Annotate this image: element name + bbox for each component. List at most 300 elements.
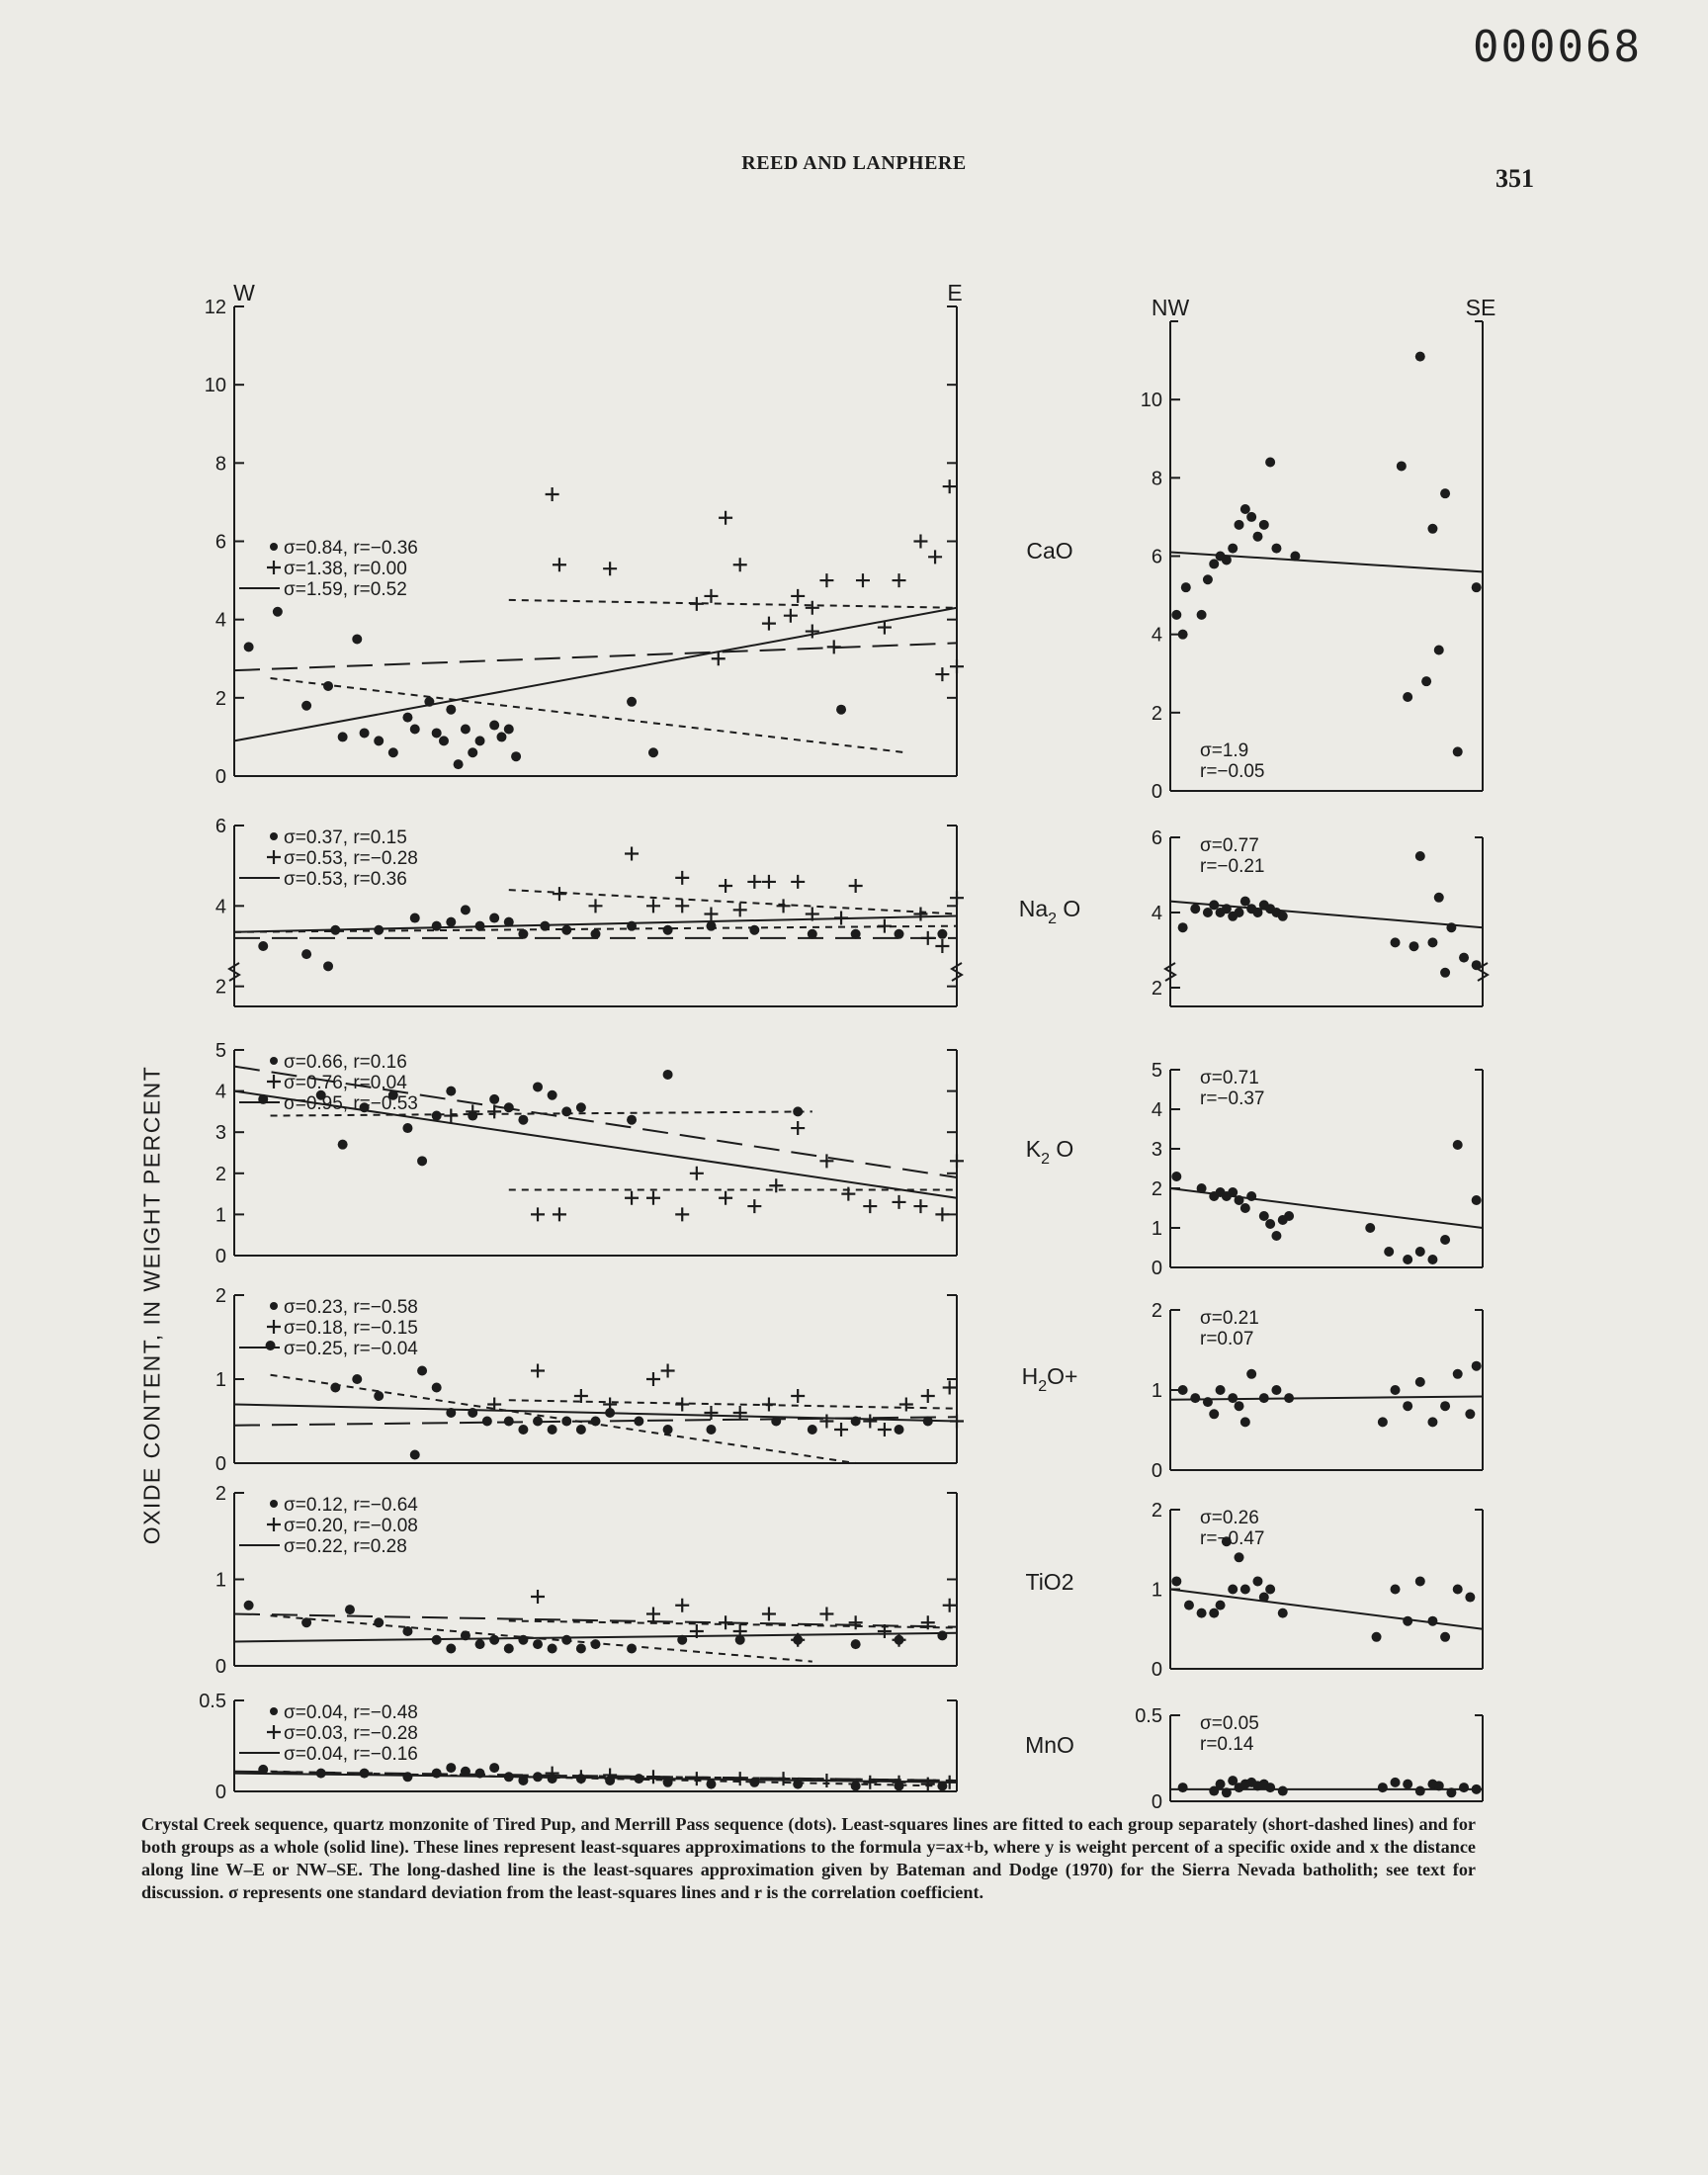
data-point-cross <box>762 875 776 889</box>
data-point-cross <box>625 846 639 860</box>
data-point-dot <box>446 705 456 715</box>
data-point-dot <box>1403 1780 1412 1789</box>
data-point-dot <box>468 747 477 757</box>
data-point-dot <box>417 1366 427 1376</box>
data-point-dot <box>402 713 412 723</box>
data-point-cross <box>913 1199 927 1213</box>
left-panel-k2o <box>215 1040 964 1267</box>
data-point-dot <box>1465 1593 1475 1603</box>
data-point-dot <box>1190 904 1200 914</box>
y-tick-label: 0.5 <box>1135 1705 1162 1727</box>
y-tick-label: 0 <box>214 766 226 788</box>
data-point-dot <box>851 929 861 939</box>
data-point-dot <box>432 921 442 931</box>
fit-line-short-dash-dots <box>271 678 906 752</box>
data-point-dot <box>706 1425 716 1435</box>
y-tick-label: 0 <box>1151 1791 1162 1813</box>
data-point-dot <box>1246 512 1256 522</box>
data-point-dot <box>518 929 528 939</box>
data-point-cross <box>928 550 942 564</box>
direction-label-end: SE <box>1465 295 1496 320</box>
data-point-dot <box>634 1774 643 1784</box>
data-point-dot <box>627 697 637 707</box>
data-point-dot <box>1427 1616 1437 1626</box>
legend-dot-marker <box>270 1302 278 1310</box>
data-point-dot <box>1472 960 1482 970</box>
data-point-dot <box>1378 1417 1388 1427</box>
y-tick-label: 2 <box>1151 978 1162 1000</box>
data-point-cross <box>646 1372 660 1386</box>
data-point-dot <box>1391 1585 1401 1595</box>
data-point-dot <box>771 1417 781 1427</box>
data-point-dot <box>1259 1211 1269 1221</box>
data-point-cross <box>675 1398 689 1412</box>
data-point-dot <box>548 1425 557 1435</box>
data-point-dot <box>591 1639 601 1649</box>
data-point-dot <box>1209 1609 1219 1618</box>
data-point-cross <box>791 1389 805 1403</box>
direction-label-end: E <box>947 280 963 305</box>
data-point-dot <box>548 1644 557 1654</box>
data-point-dot <box>1415 851 1425 861</box>
legend-cross-marker <box>267 1320 281 1334</box>
y-tick-label: 10 <box>204 375 226 397</box>
data-point-cross <box>690 1772 704 1785</box>
data-point-dot <box>851 1639 861 1649</box>
y-tick-label: 8 <box>1151 468 1162 490</box>
data-point-dot <box>540 921 550 931</box>
data-point-dot <box>1459 953 1469 963</box>
y-tick-label: 8 <box>214 453 226 476</box>
legend-dot-marker <box>270 1707 278 1715</box>
fit-line-short-dash-crosses <box>509 1621 957 1628</box>
stat-label: σ=0.84, r=−0.36 <box>284 538 418 559</box>
data-point-cross <box>834 912 848 925</box>
y-tick-label: 4 <box>214 896 226 918</box>
legend-dot-marker <box>270 1057 278 1065</box>
data-point-dot <box>461 905 470 914</box>
data-point-dot <box>518 1115 528 1125</box>
data-point-dot <box>591 929 601 939</box>
data-point-cross <box>784 609 798 623</box>
data-point-dot <box>1240 1417 1250 1427</box>
data-point-cross <box>935 939 949 953</box>
data-point-cross <box>935 1207 949 1221</box>
data-point-cross <box>646 1770 660 1784</box>
y-axis-label: OXIDE CONTENT, IN WEIGHT PERCENT <box>138 1065 165 1545</box>
data-point-dot <box>561 1106 571 1116</box>
data-point-dot <box>533 1417 543 1427</box>
data-point-dot <box>1235 520 1244 530</box>
data-point-cross <box>704 907 718 920</box>
data-point-dot <box>1240 504 1250 514</box>
data-point-cross <box>444 1109 458 1123</box>
y-tick-label: 10 <box>1140 390 1162 412</box>
data-point-dot <box>1372 1632 1382 1642</box>
data-point-dot <box>1397 461 1407 471</box>
data-point-cross <box>553 887 566 901</box>
data-point-dot <box>446 1644 456 1654</box>
data-point-cross <box>893 573 906 587</box>
data-point-dot <box>446 917 456 927</box>
data-point-dot <box>1209 559 1219 568</box>
data-point-dot <box>1228 1187 1238 1197</box>
left-panel-mno <box>199 1691 957 1803</box>
y-tick-label: 2 <box>214 1483 226 1505</box>
legend-cross-marker <box>267 1075 281 1088</box>
data-point-cross <box>690 597 704 611</box>
left-panel-cao <box>205 280 964 788</box>
data-point-cross <box>675 1599 689 1612</box>
data-point-dot <box>330 925 340 935</box>
stat-label: σ=0.04, r=−0.48 <box>284 1702 418 1723</box>
data-point-dot <box>793 1106 803 1116</box>
data-point-dot <box>836 705 846 715</box>
stat-label: σ=0.76, r=0.04 <box>284 1073 407 1093</box>
data-point-dot <box>1235 1401 1244 1411</box>
stat-label: σ=0.03, r=−0.28 <box>284 1723 418 1744</box>
stat-label: σ=0.26 <box>1200 1508 1259 1528</box>
y-tick-label: 0 <box>214 1453 226 1475</box>
right-panel-tio2 <box>1152 1500 1483 1681</box>
data-point-dot <box>677 1635 687 1645</box>
data-point-dot <box>851 1417 861 1427</box>
data-point-dot <box>1235 1195 1244 1205</box>
data-point-dot <box>475 921 485 931</box>
data-point-dot <box>576 1102 586 1112</box>
data-point-dot <box>338 732 348 741</box>
data-point-dot <box>663 925 673 935</box>
data-point-dot <box>1415 1247 1425 1257</box>
data-point-dot <box>808 929 817 939</box>
data-point-cross <box>719 879 732 893</box>
axis-break-left <box>229 963 239 981</box>
data-point-dot <box>1271 1231 1281 1241</box>
data-point-dot <box>533 1772 543 1782</box>
right-panel-na2o <box>1152 827 1488 1006</box>
data-point-dot <box>648 747 658 757</box>
data-point-dot <box>1415 1377 1425 1387</box>
data-point-dot <box>1403 1255 1412 1264</box>
data-point-cross <box>819 1415 833 1429</box>
data-point-dot <box>1427 1417 1437 1427</box>
data-point-dot <box>402 1626 412 1636</box>
data-point-dot <box>1421 676 1431 686</box>
fit-line-solid <box>1170 1396 1483 1399</box>
y-tick-label: 1 <box>1151 1579 1162 1602</box>
data-point-cross <box>913 535 927 549</box>
data-point-dot <box>663 1425 673 1435</box>
data-point-cross <box>878 1423 892 1436</box>
data-point-dot <box>504 1644 514 1654</box>
data-point-cross <box>863 1199 877 1213</box>
data-point-dot <box>895 929 904 939</box>
data-point-dot <box>489 914 499 923</box>
y-tick-label: 0.5 <box>199 1691 226 1712</box>
data-point-dot <box>1440 1401 1450 1411</box>
data-point-dot <box>244 1601 254 1610</box>
data-point-dot <box>1278 1786 1288 1796</box>
y-tick-label: 2 <box>214 1163 226 1185</box>
data-point-dot <box>1440 968 1450 978</box>
data-point-dot <box>627 921 637 931</box>
data-point-dot <box>1415 1786 1425 1796</box>
y-tick-label: 0 <box>1151 1258 1162 1279</box>
data-point-dot <box>561 1417 571 1427</box>
data-point-cross <box>791 875 805 889</box>
page-number: 351 <box>1495 164 1534 193</box>
stat-label: σ=0.22, r=0.28 <box>284 1536 407 1557</box>
data-point-dot <box>1178 1385 1188 1395</box>
data-point-dot <box>1459 1783 1469 1792</box>
data-point-dot <box>504 917 514 927</box>
data-point-dot <box>410 1450 420 1460</box>
data-point-dot <box>1446 1787 1456 1797</box>
direction-label-start: NW <box>1151 295 1190 320</box>
y-tick-label: 4 <box>1151 624 1162 647</box>
data-point-dot <box>475 1639 485 1649</box>
data-point-dot <box>511 751 521 761</box>
data-point-dot <box>1184 1601 1194 1610</box>
data-point-dot <box>446 1087 456 1096</box>
y-tick-label: 2 <box>214 1285 226 1307</box>
stat-label: σ=0.71 <box>1200 1068 1259 1088</box>
data-point-dot <box>446 1408 456 1418</box>
data-point-cross <box>943 1599 957 1612</box>
stat-label: σ=0.53, r=−0.28 <box>284 848 418 869</box>
data-point-dot <box>1203 1397 1213 1407</box>
data-point-cross <box>893 1776 906 1789</box>
data-point-dot <box>1472 582 1482 592</box>
data-point-dot <box>417 1156 427 1166</box>
data-point-dot <box>454 759 464 769</box>
data-point-dot <box>301 1617 311 1627</box>
stat-label: σ=0.04, r=−0.16 <box>284 1744 418 1765</box>
data-point-dot <box>1472 1361 1482 1371</box>
y-tick-label: 0 <box>1151 1460 1162 1482</box>
data-point-dot <box>706 1780 716 1789</box>
fit-line-short-dash-crosses <box>509 890 957 914</box>
data-point-dot <box>489 721 499 731</box>
stat-label: σ=0.66, r=0.16 <box>284 1052 407 1073</box>
data-point-dot <box>1472 1195 1482 1205</box>
data-point-dot <box>1259 1393 1269 1403</box>
data-point-dot <box>851 1781 861 1790</box>
data-point-dot <box>374 1391 384 1401</box>
data-point-dot <box>1240 1585 1250 1595</box>
data-point-dot <box>627 1644 637 1654</box>
data-point-cross <box>762 617 776 631</box>
data-point-dot <box>1290 552 1300 562</box>
data-point-dot <box>1228 1585 1238 1595</box>
data-point-dot <box>475 1769 485 1779</box>
data-point-dot <box>1440 488 1450 498</box>
data-point-dot <box>1440 1632 1450 1642</box>
data-point-cross <box>733 1406 747 1420</box>
data-point-cross <box>531 1364 545 1378</box>
data-point-dot <box>1246 1191 1256 1201</box>
data-point-dot <box>548 1090 557 1100</box>
data-point-dot <box>1171 1576 1181 1586</box>
figure-caption: Crystal Creek sequence, quartz monzonite of Tired Pup, and Merrill Pass sequence (dots). Least-squares lines are fitted to each group separately (short-dashed lines) and for both groups as a whole (solid line). These lines represent least-squares approximations to the formula y=ax+b, where y is weight percent of a specific oxide and x the distance along line W–E or NW–SE. The long-dashed line is the least-squares approximation given by Bateman and Dodge (1970) for the Sierra Nevada batholith; see text for discussion. σ represents one standard deviation from the least-squares lines and r is the correlation coefficient. <box>141 1814 1476 1902</box>
legend-cross-marker <box>267 1725 281 1739</box>
data-point-dot <box>266 1341 276 1350</box>
data-point-cross <box>791 589 805 603</box>
axis-break-left <box>1165 963 1175 981</box>
data-point-cross <box>719 1615 732 1629</box>
document-stamp: 000068 <box>1473 22 1642 72</box>
y-tick-label: 6 <box>214 816 226 837</box>
data-point-cross <box>777 899 791 913</box>
data-point-dot <box>1434 646 1444 655</box>
data-point-dot <box>1216 1780 1226 1789</box>
y-tick-label: 5 <box>1151 1060 1162 1082</box>
y-tick-label: 1 <box>214 1204 226 1227</box>
y-tick-label: 2 <box>1151 702 1162 725</box>
data-point-dot <box>1391 1778 1401 1787</box>
data-point-dot <box>402 1123 412 1133</box>
data-point-dot <box>338 1140 348 1150</box>
data-point-dot <box>627 1115 637 1125</box>
data-point-cross <box>791 1121 805 1135</box>
fit-line-long-dash <box>234 643 957 670</box>
data-point-cross <box>719 511 732 525</box>
data-point-dot <box>749 1778 759 1787</box>
data-point-dot <box>1181 582 1191 592</box>
data-point-dot <box>244 642 254 652</box>
data-point-cross <box>921 931 935 945</box>
data-point-cross <box>531 1207 545 1221</box>
right-panel-cao <box>1141 295 1496 803</box>
data-point-cross <box>574 1770 588 1784</box>
stat-label: σ=0.25, r=−0.04 <box>284 1339 418 1359</box>
data-point-dot <box>1203 574 1213 584</box>
data-point-dot <box>345 1605 355 1614</box>
stat-label: σ=0.05 <box>1200 1713 1259 1734</box>
data-point-cross <box>646 1191 660 1205</box>
data-point-dot <box>576 1425 586 1435</box>
data-point-cross <box>531 1590 545 1604</box>
data-point-cross <box>719 1191 732 1205</box>
y-tick-label: 1 <box>1151 1218 1162 1240</box>
stat-label: σ=1.38, r=0.00 <box>284 559 407 579</box>
data-point-dot <box>504 1772 514 1782</box>
data-point-dot <box>895 1425 904 1435</box>
data-point-dot <box>323 681 333 691</box>
data-point-dot <box>432 728 442 738</box>
data-point-dot <box>468 1408 477 1418</box>
y-tick-label: 2 <box>1151 1300 1162 1322</box>
data-point-dot <box>461 1767 470 1777</box>
y-tick-label: 2 <box>1151 1178 1162 1200</box>
y-tick-label: 1 <box>214 1569 226 1592</box>
data-point-dot <box>461 1630 470 1640</box>
legend-dot-marker <box>270 832 278 840</box>
data-point-dot <box>1190 1393 1200 1403</box>
stat-label: r=−0.37 <box>1200 1088 1265 1109</box>
data-point-dot <box>1197 1183 1207 1193</box>
data-point-cross <box>646 1608 660 1621</box>
data-point-cross <box>704 1406 718 1420</box>
data-point-dot <box>489 1635 499 1645</box>
stat-label: σ=0.23, r=−0.58 <box>284 1297 418 1318</box>
data-point-dot <box>1440 1235 1450 1245</box>
data-point-dot <box>1284 1211 1294 1221</box>
data-point-dot <box>352 1374 362 1384</box>
stat-label: σ=1.9 <box>1200 740 1249 761</box>
data-point-dot <box>432 1769 442 1779</box>
y-tick-label: 4 <box>1151 1099 1162 1121</box>
stat-label: r=−0.47 <box>1200 1528 1265 1549</box>
data-point-cross <box>704 589 718 603</box>
data-point-dot <box>360 1769 370 1779</box>
data-point-dot <box>316 1769 326 1779</box>
data-point-cross <box>950 891 964 905</box>
legend-cross-marker <box>267 561 281 574</box>
data-point-dot <box>446 1763 456 1773</box>
data-point-dot <box>518 1635 528 1645</box>
axis-break-right <box>952 963 962 981</box>
data-point-cross <box>899 1398 913 1412</box>
stat-label: σ=1.59, r=0.52 <box>284 579 407 600</box>
data-point-dot <box>258 1765 268 1775</box>
data-point-dot <box>496 732 506 741</box>
y-tick-label: 0 <box>214 1246 226 1267</box>
data-point-dot <box>432 1383 442 1393</box>
data-point-dot <box>1278 912 1288 921</box>
data-point-dot <box>937 929 947 939</box>
data-point-dot <box>1391 1385 1401 1395</box>
data-point-cross <box>819 1774 833 1787</box>
legend-cross-marker <box>267 1518 281 1531</box>
data-point-dot <box>1427 524 1437 534</box>
data-point-cross <box>819 1608 833 1621</box>
data-point-cross <box>661 1364 675 1378</box>
data-point-dot <box>533 1639 543 1649</box>
data-point-cross <box>712 652 726 665</box>
data-point-dot <box>504 1102 514 1112</box>
oxide-label-k2o: $K_2$ O <box>1025 1136 1074 1168</box>
data-point-dot <box>1178 922 1188 932</box>
stat-label: σ=0.37, r=0.15 <box>284 827 407 848</box>
data-point-dot <box>518 1776 528 1785</box>
data-point-cross <box>893 1633 906 1647</box>
data-point-dot <box>461 725 470 735</box>
data-point-dot <box>410 914 420 923</box>
stat-label: r=0.07 <box>1200 1329 1254 1349</box>
data-point-dot <box>749 925 759 935</box>
data-point-cross <box>878 919 892 933</box>
data-point-dot <box>1259 520 1269 530</box>
data-point-cross <box>603 1398 617 1412</box>
data-point-dot <box>1197 610 1207 620</box>
data-point-dot <box>374 1617 384 1627</box>
data-point-cross <box>950 659 964 673</box>
running-head: REED AND LANPHERE <box>741 152 967 174</box>
left-panel-h2o <box>215 1285 964 1475</box>
y-tick-label: 6 <box>1151 546 1162 568</box>
data-point-dot <box>923 1417 933 1427</box>
y-tick-label: 4 <box>1151 903 1162 924</box>
data-point-dot <box>663 1778 673 1787</box>
data-point-dot <box>1197 1609 1207 1618</box>
data-point-dot <box>504 1417 514 1427</box>
stat-label: σ=0.12, r=−0.64 <box>284 1495 418 1516</box>
y-tick-label: 2 <box>214 687 226 710</box>
data-point-dot <box>1259 1593 1269 1603</box>
right-panel-h2o <box>1152 1300 1483 1482</box>
data-point-dot <box>439 736 449 745</box>
